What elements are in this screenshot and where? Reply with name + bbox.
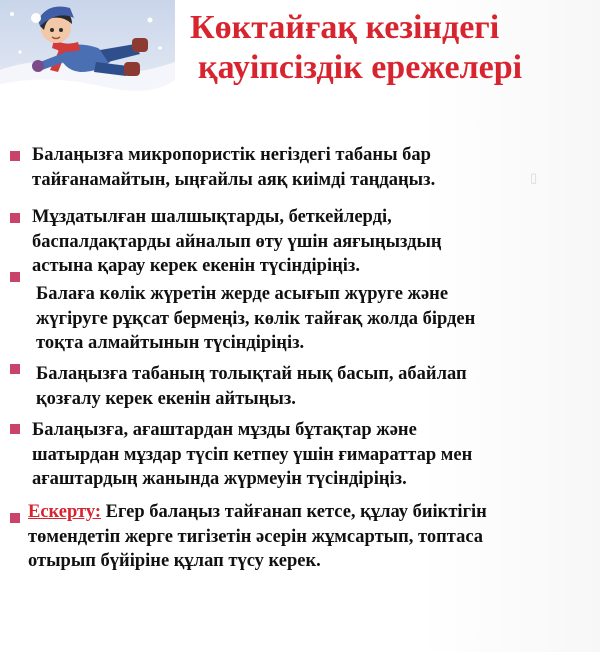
list-item-line: Балаңызға табаның толықтай нық басып, абайлап <box>36 364 467 384</box>
list-item-line: шатырдан мұздар түсіп кетпеу үшін ғимараттар мен <box>32 444 473 465</box>
list-item-text <box>32 143 590 192</box>
list-item-text <box>32 418 590 492</box>
list-item-line: баспалдақтарды айналып өту үшін аяғыңыздың <box>32 231 442 252</box>
title-line-1: Көктайғақ кезіндегі <box>190 9 500 46</box>
warning-line-3: отырып бүйіріне құлап түсу керек. <box>28 551 321 571</box>
square-bullet-icon <box>10 272 20 282</box>
list-item-line: Балаңызға микропористік негіздегі табаны бар <box>32 145 431 165</box>
warning-line-2: төмендетіп жерге тигізетін әсерін жұмсартып, топтаса <box>28 526 484 547</box>
square-bullet-icon <box>10 364 20 374</box>
warning-line-1-text: Егер балаңыз тайғанап кетсе, құлау биіктігін <box>101 502 487 522</box>
square-bullet-icon <box>10 151 20 161</box>
warning-text <box>28 500 590 574</box>
background-artifact: ▯ <box>530 170 538 185</box>
list-item-line: ағаштардың жанында жүрмеуін түсіндіріңіз. <box>32 469 407 489</box>
title-line-2: қауіпсіздік ережелері <box>198 49 523 86</box>
list-item-text <box>36 362 590 411</box>
square-bullet-icon <box>10 424 20 434</box>
list-item-line: тоқта алмайтынын түсіндіріңіз. <box>36 333 305 353</box>
square-bullet-icon <box>10 513 20 523</box>
page-title <box>190 8 590 88</box>
list-item-line: Мұздатылған шалшықтарды, беткейлерді, <box>32 207 392 227</box>
list-item-line: Балаға көлік жүретін жерде асығып жүруге және <box>36 284 449 304</box>
list-item-line: астына қарау керек екенін түсіндіріңіз. <box>32 256 360 276</box>
list-item-line: жүгіруге рұқсат бермеңіз, көлік тайғақ жолда бірден <box>36 308 476 329</box>
list-item-text <box>36 282 590 356</box>
list-item-line: Балаңызға, ағаштардан мұзды бұтақтар және <box>32 420 417 440</box>
warning-label: Ескерту: <box>28 502 102 522</box>
square-bullet-icon <box>10 213 20 223</box>
list-item-line: тайғанамайтын, ыңғайлы аяқ киімді таңдаңыз. <box>32 169 436 190</box>
warning-line-1 <box>28 500 590 525</box>
list-item-line: қозғалу керек екенін айтыңыз. <box>36 388 296 409</box>
list-item-text <box>32 205 590 279</box>
child-sliding-on-snow-illustration <box>0 0 175 100</box>
